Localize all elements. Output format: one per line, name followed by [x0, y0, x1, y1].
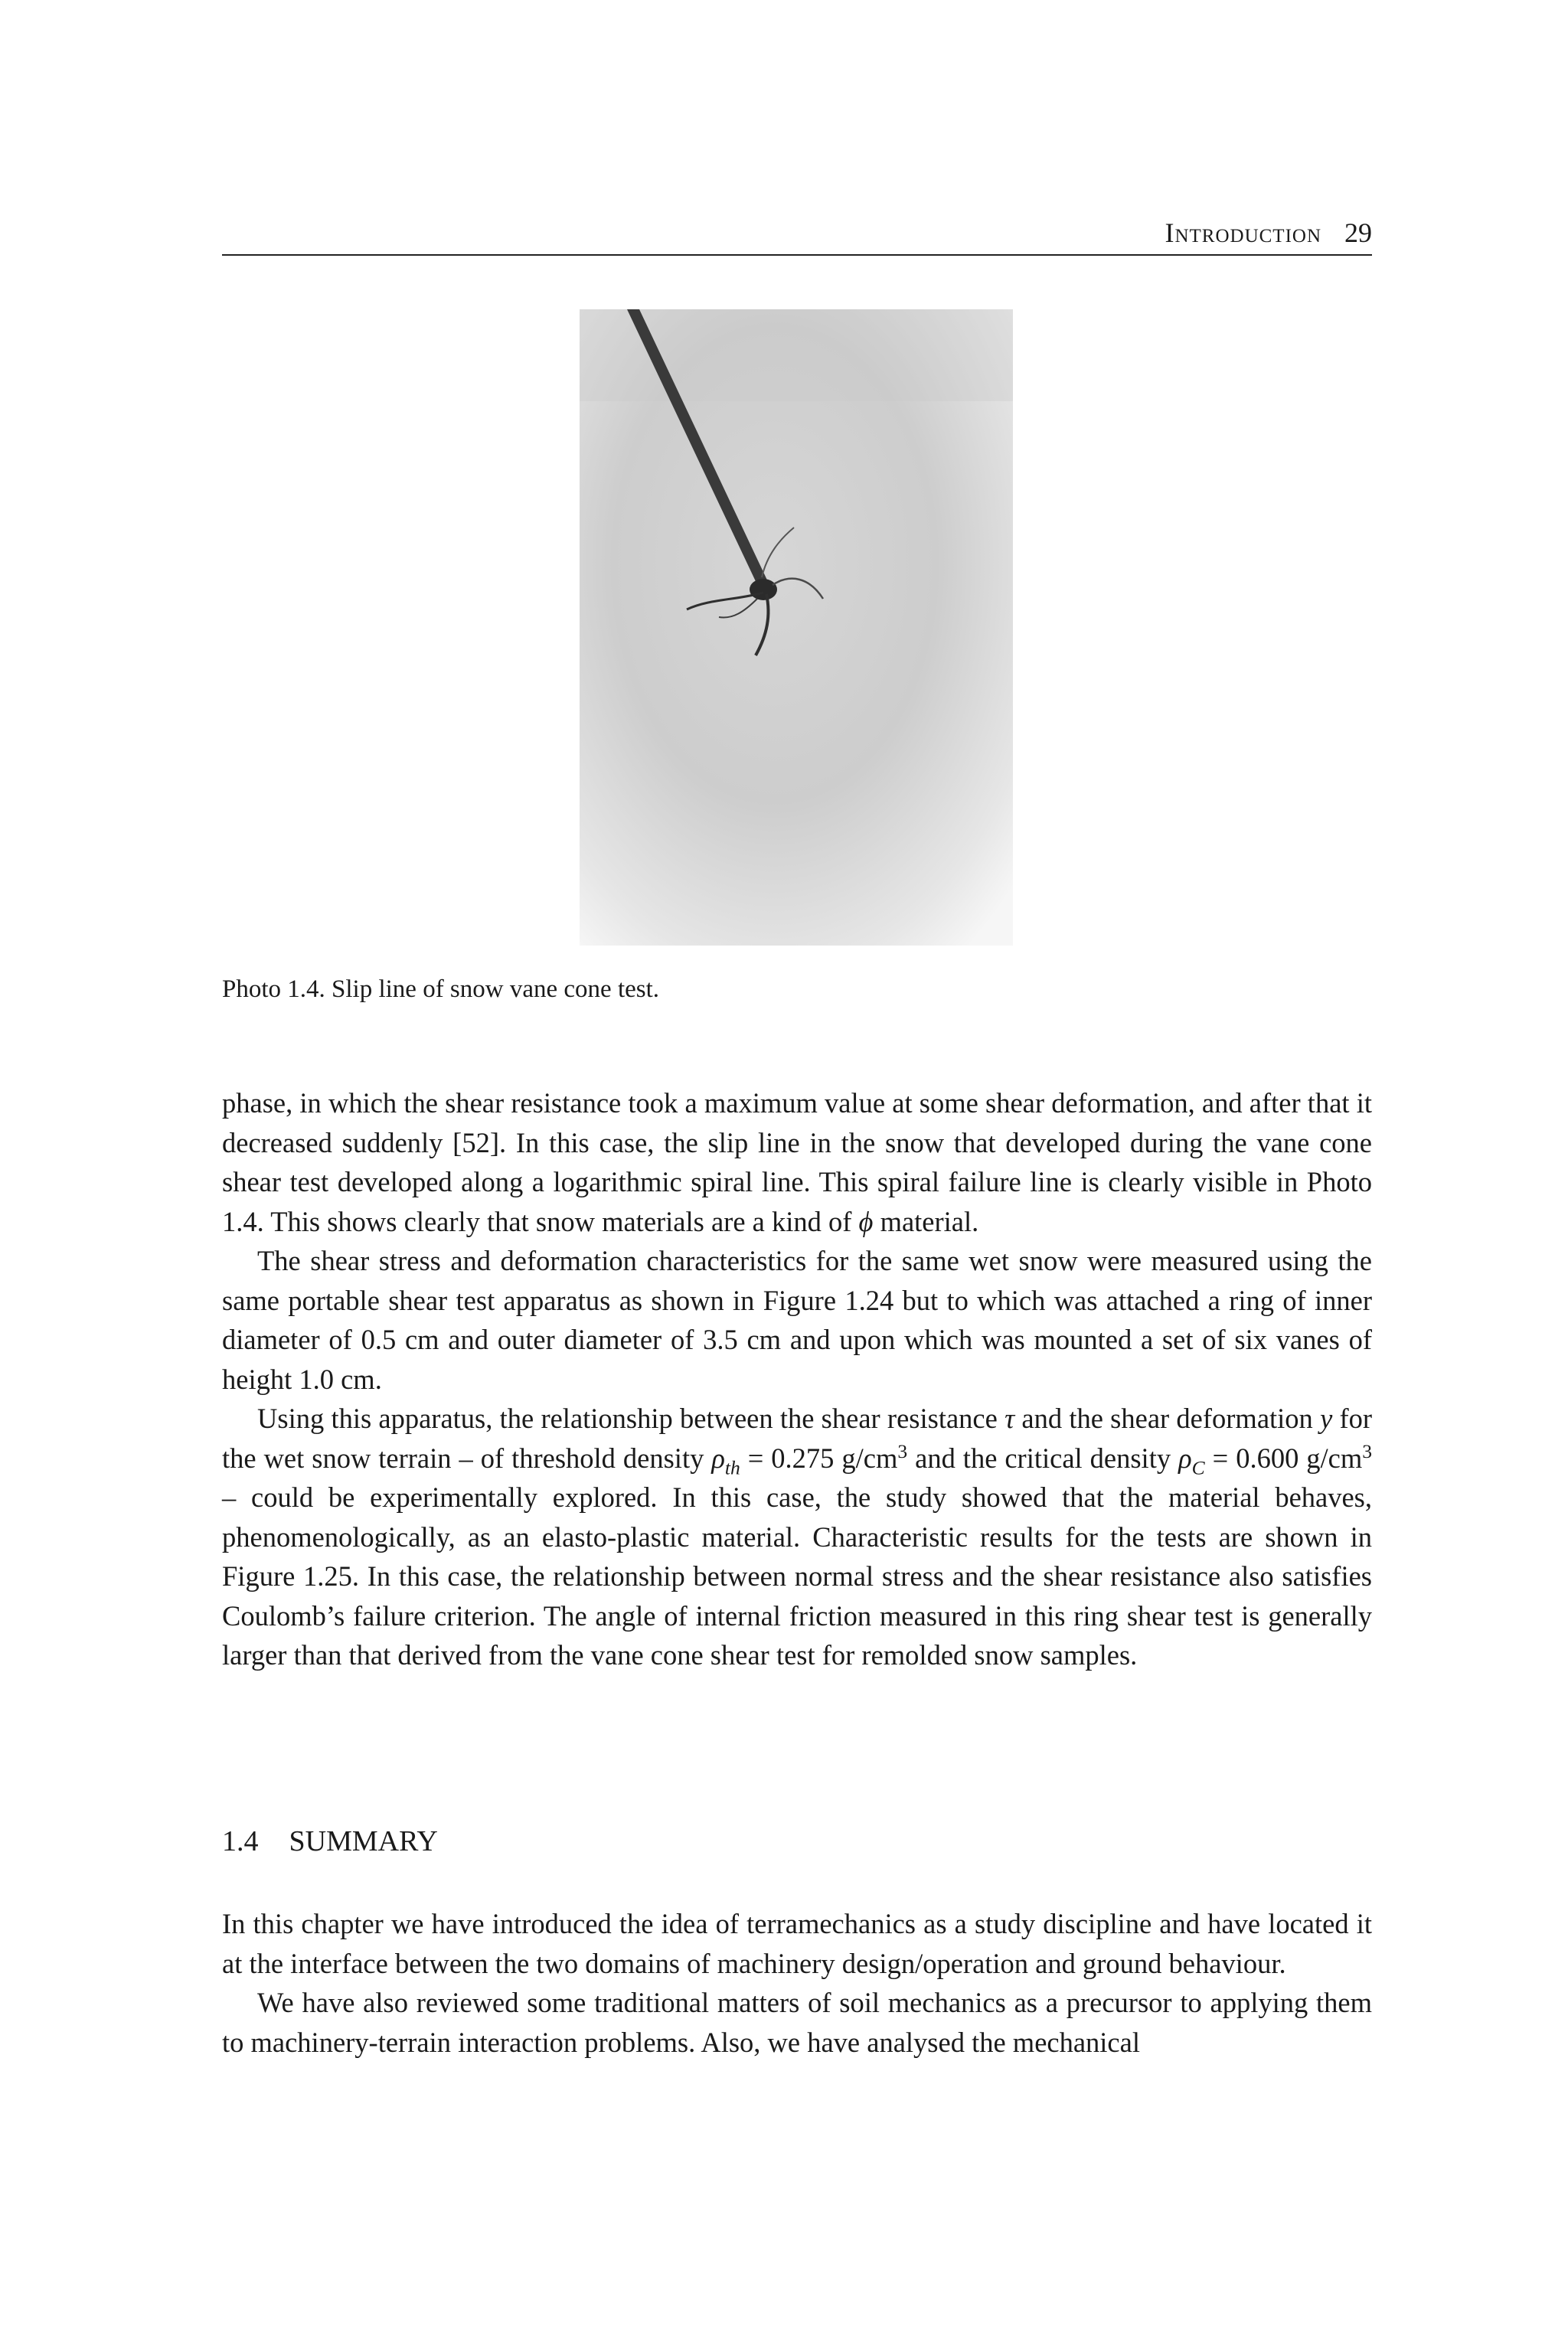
paragraph-3-part-g: – could be experimentally explored. In this case, the study showed that the material behaves, phenomenologically, as an elasto-plastic material. Characteristic results for the tests are shown in Figure 1.25. In this case, the relationship between normal stress and the shear resistance also satisfies Coulomb’s failure criterion. The angle of internal friction measured in this ring shear test is generally larger than that derived from the vane cone shear test for remolded snow samples. [222, 1481, 1372, 1671]
paragraph-1 [222, 1083, 1372, 1241]
paragraph-3 [222, 1399, 1372, 1675]
section-heading [222, 1822, 438, 1860]
paragraph-3-part-c: for the wet snow terrain – of threshold density [222, 1403, 1373, 1474]
cone-hole [750, 579, 777, 600]
paragraph-3-part-a: Using this apparatus, the relationship between the shear resistance [257, 1403, 998, 1434]
summary-text [222, 1904, 1372, 2062]
snow-vane-photo-drawing [580, 309, 1013, 946]
phi-symbol: ϕ [858, 1205, 874, 1237]
main-text [222, 1083, 1372, 1675]
summary-paragraph-1: In this chapter we have introduced the idea of terramechanics as a study discipline and have located it at the interface between the two domains of machinery design/operation and ground behaviour. [222, 1908, 1372, 1979]
cubed-superscript-2: 3 [1362, 1439, 1373, 1462]
paragraph-3-part-b: and the shear deformation [1021, 1403, 1313, 1434]
section-title: SUMMARY [289, 1825, 438, 1857]
rho-c-symbol: ρ [1178, 1442, 1192, 1474]
snow-vane-photo [580, 309, 1013, 946]
paragraph-1-text: phase, in which the shear resistance took a maximum value at some shear deformation, and after that it decreased suddenly [52]. In this case, the slip line in the snow that developed during the vane cone shear test developed along a logarithmic spiral line. This spiral failure line is clearly visible in Photo 1.4. This shows clearly that snow materials are a kind of [222, 1087, 1372, 1237]
summary-paragraph-2: We have also reviewed some traditional matters of soil mechanics as a precursor to applying them to machinery-terrain interaction problems. Also, we have analysed the mechanical [222, 1987, 1372, 2058]
running-title: Introduction [1165, 217, 1321, 248]
rho-th-subscript: th [724, 1455, 740, 1478]
cubed-superscript: 3 [897, 1439, 908, 1462]
tau-symbol: τ [1004, 1403, 1015, 1434]
paragraph-3-part-d: = 0.275 g/cm [747, 1442, 898, 1474]
paragraph-1-end: material. [880, 1205, 979, 1237]
running-head-text [1165, 216, 1372, 250]
running-head [222, 216, 1372, 256]
paragraph-3-part-f: = 0.600 g/cm [1212, 1442, 1363, 1474]
page-number: 29 [1344, 217, 1372, 248]
section-number: 1.4 [222, 1825, 259, 1857]
paragraph-2: The shear stress and deformation characteristics for the same wet snow were measured using the same portable shear test apparatus as shown in Figure 1.24 but to which was attached a ring of inner diameter of 0.5 cm and outer diameter of 3.5 cm and upon which was mounted a set of six vanes of height 1.0 cm. [222, 1245, 1372, 1395]
figure-caption: Photo 1.4. Slip line of snow vane cone test. [222, 975, 660, 1003]
y-symbol: y [1320, 1403, 1333, 1434]
rho-symbol: ρ [711, 1442, 725, 1474]
rho-c-subscript: C [1191, 1455, 1205, 1478]
paragraph-3-part-e: and the critical density [915, 1442, 1171, 1474]
